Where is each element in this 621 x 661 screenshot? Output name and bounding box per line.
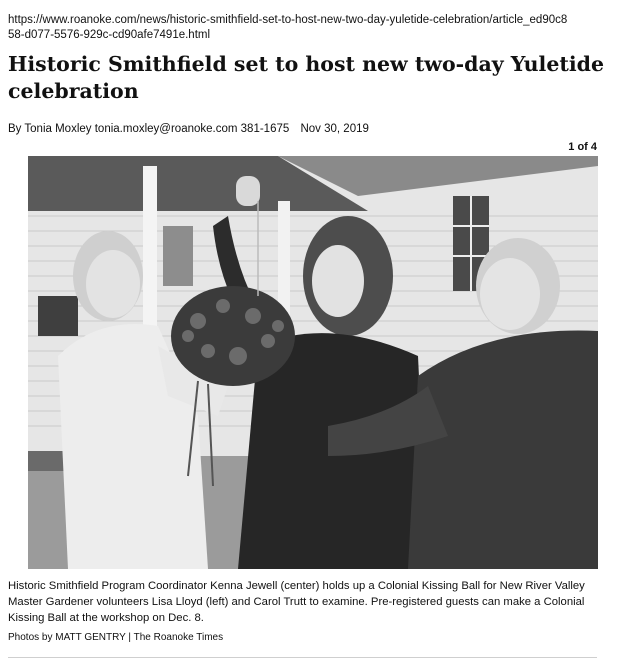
article-headline: Historic Smithfield set to host new two-day Yuletide celebration [8, 52, 605, 103]
byline-date: Nov 30, 2019 [300, 123, 369, 135]
article-photo[interactable] [28, 156, 598, 569]
byline-email[interactable]: tonia.moxley@roanoke.com [94, 123, 238, 135]
photo-caption: Historic Smithfield Program Coordinator Kenna Jewell (center) holds up a Colonial Kissing Ball for New River Valley Master Gardener volunteers Lisa Lloyd (left) and Carol Trutt to examine. Pre-registered guests can make a Colonial Kissing Ball at the workshop on Dec. 8. [8, 580, 585, 624]
divider [8, 657, 597, 658]
photo-illustration [28, 156, 598, 569]
photo-credit: Photos by MATT GENTRY | The Roanoke Times [8, 632, 224, 643]
byline-author: By Tonia Moxley [8, 123, 92, 135]
article-byline [8, 123, 369, 135]
article-url[interactable]: https://www.roanoke.com/news/historic-smithfield-set-to-host-new-two-day-yuletide-celebration/article_ed90c858-d077-5576-929c-cd90afe7491e.html [8, 14, 568, 41]
gallery-counter: 1 of 4 [568, 141, 597, 153]
byline-phone: 381-1675 [240, 123, 290, 135]
